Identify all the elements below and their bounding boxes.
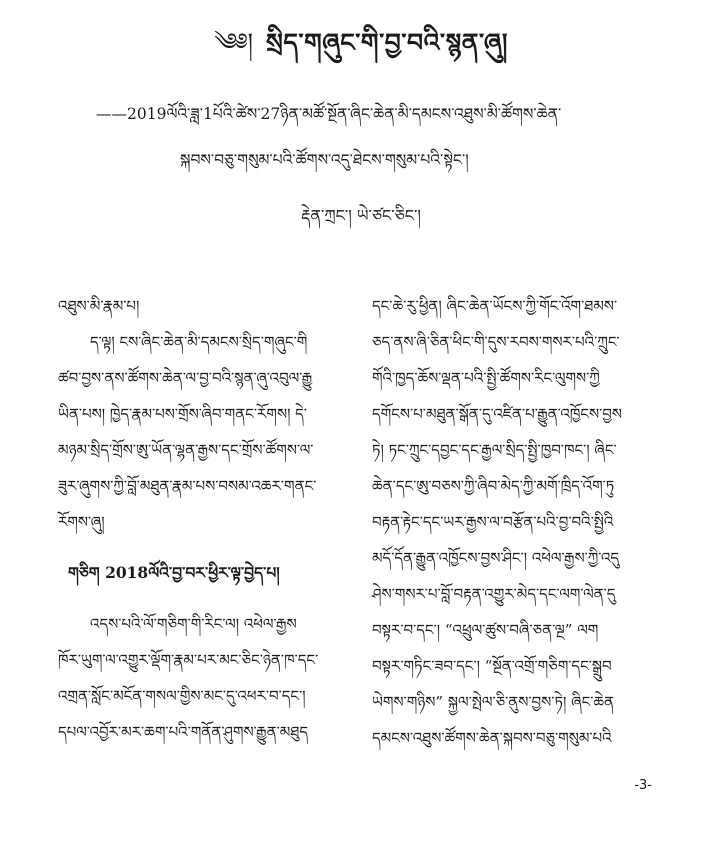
paragraph-line: རོགས་ཞུ།	[58, 513, 105, 531]
paragraph-line: ཡེགས་གཉིས” སྐྱལ་སྤེལ་ཅི་ནུས་བྱས་ཏེ། ཞིང་ཆེན	[372, 693, 615, 711]
page-number: -3-	[634, 778, 652, 793]
author-line: རྡེན་ཀྲང་། ཡེ་ཙང་ཅིང་།	[301, 206, 421, 225]
paragraph-line: ཏེ། ཏང་ཀྲུང་དབྱང་དང་རྒྱལ་སྲིད་སྤྱི་ཁྱབ་ཁང་། ཞིང་	[372, 441, 617, 459]
paragraph-line: དགོངས་པ་མཐུན་སྒོན་དུ་འཛིན་པ་རྒྱུན་འཁྱོངས་བྱས	[372, 405, 623, 423]
paragraph-line: བསྟར་གཏིང་ཟབ་དང་། “སྔོན་འགྲོ་གཅིག་དང་སྒྲུབ	[372, 657, 612, 675]
left-column	[58, 288, 358, 750]
spacer	[58, 540, 358, 552]
paragraph-line: དམངས་འཐུས་ཚོགས་ཆེན་སྐབས་བཅུ་གསུམ་པའི	[372, 729, 612, 747]
paragraph-line: ཁོར་ཡུག་ལ་འགྱུར་ལྡོག་རྣམ་པར་མང་ཅིང་ཉེན་ཁ་དང་	[58, 651, 319, 669]
right-column	[372, 288, 672, 756]
yig-mgo-ornament: ༄༅།	[214, 28, 253, 56]
paragraph-line: མཉམ་སྲིད་གྲོས་ཨུ་ཡོན་ལྷན་རྒྱས་དང་གྲོས་ཚོགས་ལ་	[58, 441, 314, 459]
paragraph-line: དཔལ་འབྱོར་མར་ཆག་པའི་གནོན་ཤུགས་རྒྱུན་མཐུད	[58, 723, 309, 741]
paragraph-line: མདོ་དོན་རྒྱུན་འཁྱོངས་བྱས་ཤིང་། འཕེལ་རྒྱས་ཀྱི་འདུ	[372, 549, 620, 567]
spacer	[58, 594, 358, 606]
paragraph-line: ཤེས་གསར་པ་བློ་བརྟན་འགྱུར་མེད་དང་ལག་ལེན་དུ	[372, 585, 616, 603]
paragraph-line: ཆེན་དང་ཨུ་བཅས་ཀྱི་ཞིབ་མེད་ཀྱི་མགོ་ཁྲིད་འོག་ཏུ	[372, 477, 615, 495]
paragraph-line: དང་ཆེ་རུ་ཕྱིན། ཞིང་ཆེན་ཡོངས་ཀྱི་གོང་འོག་ཐམས་	[372, 297, 618, 315]
subtitle-line-2: སྐབས་བཅུ་གསུམ་པའི་ཚོགས་འདུ་ཐེངས་གསུམ་པའི་སྟེང་།	[180, 151, 469, 169]
paragraph-line: བསྟར་བ་དང་། “འཕྲུལ་ཚུས་བཞི་ཅན་ལྔ” ལག	[372, 621, 599, 639]
paragraph-line: འགྲན་སློང་མངོན་གསལ་གྱིས་མང་དུ་འཕར་བ་དང་།	[58, 687, 306, 705]
salutation: འཐུས་མི་རྣམ་པ།	[58, 297, 140, 315]
page-title: སྲིད་གཞུང་གི་བྱ་བའི་སྙན་ཞུ།	[266, 28, 508, 57]
subtitle-line-1: ——2019ལོའི་ཟླ་1པོའི་ཚེས་27ཉིན་མཚོ་སྔོན་ཞིང་ཆེན་མི་དམངས་འཐུས་མི་ཚོགས་ཆེན་	[96, 105, 562, 123]
section-heading: གཅིག 2018ལོའི་བྱ་བར་ཕྱིར་ལྟ་བྱེད་པ།	[68, 563, 280, 582]
paragraph-line: ཟུར་ཞུགས་ཀྱི་བློ་མཐུན་རྣམ་པས་བསམ་འཆར་གནང་	[58, 477, 317, 495]
paragraph-line: ད་ལྟ། ངས་ཞིང་ཆེན་མི་དམངས་སྲིད་གཞུང་གི	[90, 333, 308, 351]
paragraph-line: ཡིན་པས། ཁྱེད་རྣམ་པས་གྲོས་ཞིབ་གནང་རོགས། དེ་	[58, 405, 308, 423]
paragraph-line: བརྟན་རྟེང་དང་ཡར་རྒྱས་ལ་བརྩོན་པའི་བྱ་བའི་སྤྱིའི	[372, 513, 614, 531]
paragraph-line: ཅད་ནས་ཞི་ཅིན་ཕིང་གི་དུས་རབས་གསར་པའི་ཀྲུང་	[372, 333, 620, 351]
paragraph-line: འདས་པའི་ལོ་གཅིག་གི་རིང་ལ། འཕེལ་རྒྱས	[90, 615, 297, 633]
paragraph-line: ཚབ་བྱས་ནས་ཚོགས་ཆེན་ལ་བྱ་བའི་སྙན་ཞུ་འབུལ་རྒྱུ	[58, 369, 313, 387]
paragraph-line: གོའི་ཁྱད་ཆོས་ལྡན་པའི་སྤྱི་ཚོགས་རིང་ལུགས་ཀྱི	[372, 369, 600, 387]
title-block	[0, 14, 722, 85]
